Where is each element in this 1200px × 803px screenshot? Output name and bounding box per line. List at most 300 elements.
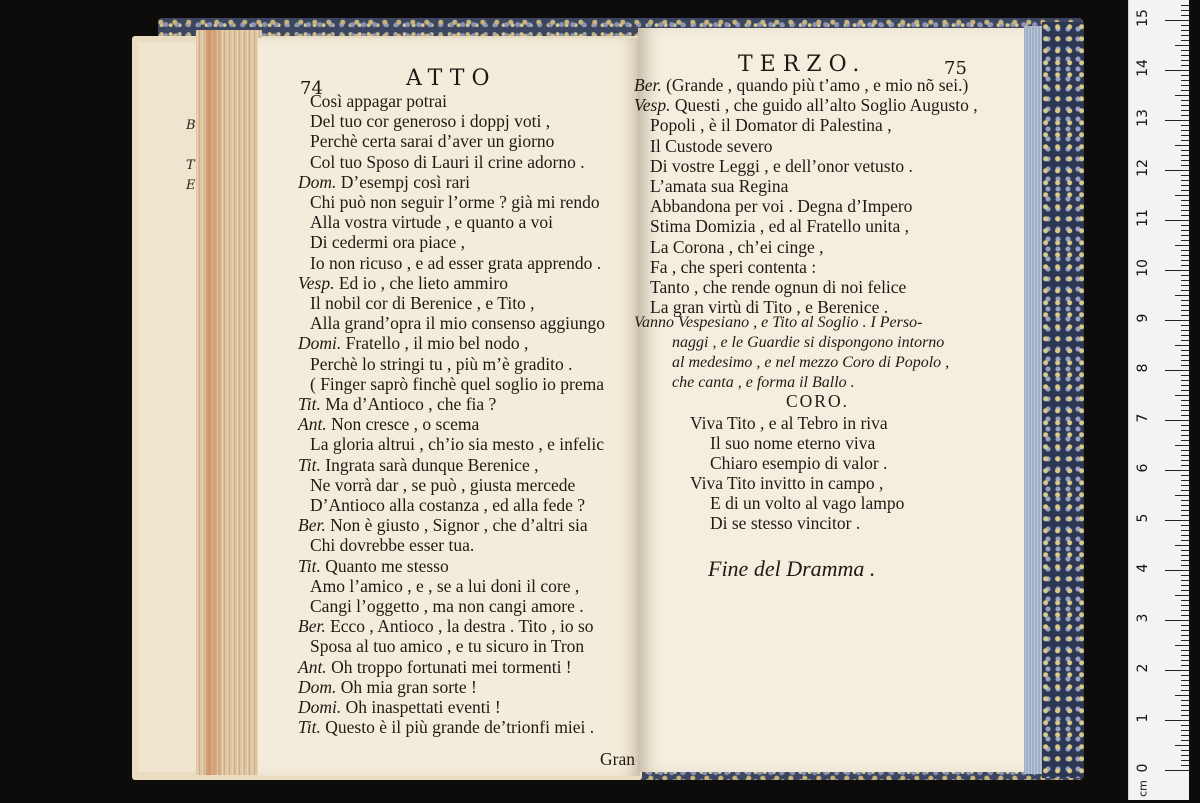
line-text: Chi dovrebbe esser tua. xyxy=(310,535,475,556)
ruler-tick xyxy=(1181,25,1189,26)
ruler-tick xyxy=(1181,430,1189,431)
ruler-tick xyxy=(1181,75,1189,76)
ruler-tick xyxy=(1165,670,1189,671)
line-text: Col tuo Sposo di Lauri il crine adorno . xyxy=(310,151,585,172)
line-text: Il Custode severo xyxy=(650,135,773,156)
line-text: L’amata sua Regina xyxy=(650,176,789,196)
ruler-tick xyxy=(1181,230,1189,231)
ruler-tick xyxy=(1181,490,1189,491)
ruler-tick xyxy=(1181,60,1189,61)
ruler-tick xyxy=(1181,30,1189,31)
chorus-line: Chiaro esempio di valor . xyxy=(710,453,888,473)
line-text: Quanto me stesso xyxy=(325,555,449,576)
chorus-line: Il suo nome eterno viva xyxy=(710,433,876,453)
ruler-tick xyxy=(1181,440,1189,441)
ruler-tick xyxy=(1181,660,1189,661)
line-text: Non è giusto , Signor , che d’altri sia xyxy=(330,515,588,536)
page-number: 74 xyxy=(300,78,323,99)
ruler-tick xyxy=(1175,595,1189,596)
ruler-tick xyxy=(1181,190,1189,191)
line-text: Fa , che speri contenta : xyxy=(650,256,817,277)
ruler-tick xyxy=(1181,330,1189,331)
verse-line xyxy=(298,173,470,191)
speaker-name: Dom. xyxy=(298,171,341,192)
ruler-tick xyxy=(1165,520,1189,521)
ruler-tick xyxy=(1181,290,1189,291)
right-page xyxy=(634,28,1026,772)
line-text: ( Finger saprò finchè quel soglio io prema xyxy=(310,373,605,394)
ruler-tick xyxy=(1181,550,1189,551)
verse-line xyxy=(298,274,508,292)
ruler-tick xyxy=(1181,210,1189,211)
ruler-number: 11 xyxy=(1135,209,1151,227)
ruler-tick xyxy=(1181,200,1189,201)
verse-line xyxy=(650,157,913,175)
line-text: Questo è il più grande de’trionfi miei . xyxy=(325,717,595,738)
verse-line xyxy=(310,476,575,494)
verse-line xyxy=(650,238,823,256)
ruler-tick xyxy=(1181,180,1189,181)
line-text: Io non ricuso , e ad esser grata apprendo . xyxy=(310,252,602,273)
ruler-tick xyxy=(1181,540,1189,541)
chorus-line: E di un volto al vago lampo xyxy=(710,493,905,513)
verse-line xyxy=(310,314,605,332)
verse-line xyxy=(310,92,447,110)
ruler-tick xyxy=(1175,145,1189,146)
ruler-tick xyxy=(1181,265,1189,266)
page-edges-right xyxy=(1024,26,1044,774)
ruler-tick xyxy=(1181,575,1189,576)
ruler-tick xyxy=(1181,700,1189,701)
ruler-tick xyxy=(1181,350,1189,351)
ruler-tick xyxy=(1181,750,1189,751)
ruler-number: 6 xyxy=(1135,463,1151,473)
ruler-tick xyxy=(1181,235,1189,236)
verse-line xyxy=(634,76,968,94)
ruler-tick xyxy=(1181,80,1189,81)
ruler-tick xyxy=(1181,460,1189,461)
ruler-tick xyxy=(1181,355,1189,356)
ruler-tick xyxy=(1181,40,1189,41)
ruler-tick xyxy=(1181,65,1189,66)
verse-line xyxy=(298,557,449,575)
stage-direction-line: al medesimo , e nel mezzo Coro di Popolo , xyxy=(672,354,950,371)
verse-line xyxy=(310,355,572,373)
book-cover-right xyxy=(1042,22,1084,778)
ruler-number: 4 xyxy=(1135,563,1151,573)
ruler-tick xyxy=(1181,105,1189,106)
underlying-fragment: B xyxy=(186,118,196,133)
ruler-number: 15 xyxy=(1135,9,1151,27)
chorus-line: Viva Tito invitto in campo , xyxy=(690,473,884,493)
line-text: Perchè lo stringi tu , più m’è gradito . xyxy=(310,353,573,374)
line-text: Alla grand’opra il mio consenso aggiungo xyxy=(310,313,606,334)
ruler-tick xyxy=(1181,455,1189,456)
line-text: (Grande , quando più t’amo , e mio nõ sei.) xyxy=(666,75,969,95)
verse-line xyxy=(310,496,585,514)
line-text: Del tuo cor generoso i doppj voti , xyxy=(310,111,551,132)
ruler-number: 7 xyxy=(1135,413,1151,423)
speaker-name: Vesp. xyxy=(634,95,675,116)
ruler-tick xyxy=(1181,205,1189,206)
verse-line xyxy=(310,375,604,393)
stage-direction-line: naggi , e le Guardie si dispongono intorno xyxy=(672,334,945,351)
line-text: Fratello , il mio bel nodo , xyxy=(345,333,529,354)
ruler-tick xyxy=(1181,110,1189,111)
ruler-tick xyxy=(1165,770,1189,771)
verse-line xyxy=(310,637,584,655)
ruler-tick xyxy=(1181,760,1189,761)
ruler-tick xyxy=(1181,215,1189,216)
ruler-tick xyxy=(1181,615,1189,616)
ruler-tick xyxy=(1165,370,1189,371)
ruler-tick xyxy=(1181,90,1189,91)
ruler-tick xyxy=(1181,710,1189,711)
chorus-heading: CORO. xyxy=(786,391,849,411)
ruler-tick xyxy=(1165,70,1189,71)
ruler-tick xyxy=(1181,610,1189,611)
ruler-tick xyxy=(1165,220,1189,221)
ruler-tick xyxy=(1181,410,1189,411)
ruler-tick xyxy=(1181,690,1189,691)
verse-line xyxy=(298,516,588,534)
ruler-tick xyxy=(1181,275,1189,276)
ruler-tick xyxy=(1181,305,1189,306)
ruler-tick xyxy=(1181,315,1189,316)
line-text: La gloria altrui , ch’io sia mesto , e infelic xyxy=(310,434,604,455)
ruler-tick xyxy=(1181,375,1189,376)
ruler-unit: cm xyxy=(1136,780,1150,797)
ruler-tick xyxy=(1181,325,1189,326)
ruler-tick xyxy=(1181,665,1189,666)
ruler-tick xyxy=(1181,175,1189,176)
verse-line xyxy=(310,132,554,150)
verse-line xyxy=(310,112,550,130)
verse-line xyxy=(298,617,594,635)
speaker-name: Tit. xyxy=(298,717,326,738)
ruler-tick xyxy=(1181,685,1189,686)
ruler-tick xyxy=(1181,300,1189,301)
line-text: Sposa al tuo amico , e tu sicuro in Tron xyxy=(310,636,585,657)
line-text: Chi può non seguir l’orme ? già mi rendo xyxy=(310,192,600,212)
ruler-tick xyxy=(1181,625,1189,626)
speaker-name: Vesp. xyxy=(298,272,339,293)
ruler-tick xyxy=(1181,765,1189,766)
ruler-tick xyxy=(1181,435,1189,436)
ruler-tick xyxy=(1181,425,1189,426)
ruler-tick xyxy=(1165,20,1189,21)
ruler-tick xyxy=(1181,580,1189,581)
ruler-tick xyxy=(1181,675,1189,676)
speaker-name: Domi. xyxy=(298,333,346,354)
verse-line xyxy=(650,278,906,296)
verse-line xyxy=(310,153,585,171)
ruler-tick xyxy=(1181,130,1189,131)
verse-line xyxy=(298,456,539,474)
ruler-tick xyxy=(1181,655,1189,656)
line-text: Stima Domizia , ed al Fratello unita , xyxy=(650,216,910,237)
ruler-tick xyxy=(1181,340,1189,341)
ruler-tick xyxy=(1165,420,1189,421)
line-text: D’esempj così rari xyxy=(340,171,471,192)
ruler-tick xyxy=(1181,135,1189,136)
speaker-name: Ant. xyxy=(298,656,332,677)
line-text: La gran virtù di Tito , e Berenice . xyxy=(650,297,889,318)
ruler-tick xyxy=(1181,485,1189,486)
line-text: Il nobil cor di Berenice , e Tito , xyxy=(310,293,535,313)
line-text: La Corona , ch’ei cinge , xyxy=(650,236,824,257)
line-text: Ecco , Antioco , la destra . Tito , io so xyxy=(330,616,594,637)
line-text: Ed io , che lieto ammiro xyxy=(338,272,508,293)
line-text: Cangi l’oggetto , ma non cangi amore . xyxy=(310,596,584,616)
line-text: Amo l’amico , e , se a lui doni il core , xyxy=(310,575,580,596)
speaker-name: Ber. xyxy=(298,616,331,637)
ruler-tick xyxy=(1181,555,1189,556)
ruler-tick xyxy=(1181,535,1189,536)
ruler-tick xyxy=(1181,280,1189,281)
line-text: Ma d’Antioco , che fia ? xyxy=(325,394,497,414)
line-text: Oh troppo fortunati mei tormenti ! xyxy=(331,656,572,677)
verse-line xyxy=(650,177,788,195)
ruler-tick xyxy=(1181,150,1189,151)
ruler-tick xyxy=(1181,400,1189,401)
verse-line xyxy=(298,658,572,676)
ruler-tick xyxy=(1181,390,1189,391)
underlying-fragment: E xyxy=(186,178,196,193)
speaker-name: Ber. xyxy=(634,75,667,95)
line-text: Questi , che guido all’alto Soglio Augusto , xyxy=(674,95,978,116)
ruler-number: 9 xyxy=(1135,313,1151,323)
ruler-tick xyxy=(1165,120,1189,121)
line-text: D’Antioco alla costanza , ed alla fede ? xyxy=(310,495,586,515)
ruler-tick xyxy=(1181,525,1189,526)
ruler-tick xyxy=(1181,85,1189,86)
ruler-number: 3 xyxy=(1135,613,1151,623)
left-page xyxy=(258,38,640,776)
line-text: Ne vorrà dar , se può , giusta mercede xyxy=(310,474,576,495)
ruler-tick xyxy=(1181,605,1189,606)
ruler-tick xyxy=(1181,680,1189,681)
line-text: Ingrata sarà dunque Berenice , xyxy=(325,454,539,475)
page-edges-left xyxy=(196,30,262,775)
ruler-tick xyxy=(1181,365,1189,366)
ruler-tick xyxy=(1175,695,1189,696)
verse-line xyxy=(310,193,600,211)
page-number: 75 xyxy=(944,58,967,79)
speaker-name: Tit. xyxy=(298,454,326,475)
ruler-tick xyxy=(1181,5,1189,6)
ruler-tick xyxy=(1165,320,1189,321)
ruler-tick xyxy=(1181,740,1189,741)
verse-line xyxy=(298,334,528,352)
ruler-number: 8 xyxy=(1135,363,1151,373)
ruler-tick xyxy=(1181,510,1189,511)
ruler-number: 14 xyxy=(1135,59,1151,77)
end-text: Fine del Dramma . xyxy=(708,556,876,581)
speaker-name: Domi. xyxy=(298,697,346,717)
ruler-tick xyxy=(1175,295,1189,296)
running-head: TERZO. xyxy=(738,52,867,77)
ruler-tick xyxy=(1181,590,1189,591)
line-text: Popoli , è il Domator di Palestina , xyxy=(650,115,892,136)
ruler-tick xyxy=(1175,545,1189,546)
ruler-tick xyxy=(1181,55,1189,56)
line-text: Abbandona per voi . Degna d’Impero xyxy=(650,196,913,217)
speaker-name: Dom. xyxy=(298,676,341,697)
ruler-tick xyxy=(1175,195,1189,196)
ruler-number: 10 xyxy=(1135,259,1151,277)
line-text: Di cedermi ora piace , xyxy=(310,232,465,253)
ruler-tick xyxy=(1181,310,1189,311)
ruler-tick xyxy=(1181,125,1189,126)
ruler-number: 2 xyxy=(1135,663,1151,673)
ruler-tick xyxy=(1181,140,1189,141)
ruler-tick xyxy=(1181,10,1189,11)
ruler-tick xyxy=(1175,745,1189,746)
verse-line xyxy=(298,678,477,696)
ruler-tick xyxy=(1181,285,1189,286)
verse-line xyxy=(650,116,892,134)
running-head: ATTO xyxy=(406,66,497,91)
verse-line xyxy=(298,698,501,716)
ruler-tick xyxy=(1181,335,1189,336)
verse-line xyxy=(310,577,579,595)
ruler-tick xyxy=(1181,505,1189,506)
speaker-name: Ant. xyxy=(298,414,332,435)
ruler-tick xyxy=(1181,465,1189,466)
verse-line xyxy=(650,258,816,276)
ruler-tick xyxy=(1181,640,1189,641)
ruler-tick xyxy=(1175,495,1189,496)
ruler-tick xyxy=(1181,480,1189,481)
catchword: Gran xyxy=(600,749,635,769)
verse-line xyxy=(650,217,909,235)
line-text: Di vostre Leggi , e dell’onor vetusto . xyxy=(650,155,913,176)
verse-line xyxy=(310,233,465,251)
ruler-tick xyxy=(1181,730,1189,731)
verse-line xyxy=(650,137,772,155)
ruler-tick xyxy=(1181,405,1189,406)
chorus-line: Viva Tito , e al Tebro in riva xyxy=(690,413,888,433)
ruler-tick xyxy=(1175,395,1189,396)
ruler-tick xyxy=(1181,475,1189,476)
ruler-tick xyxy=(1181,385,1189,386)
ruler-tick xyxy=(1175,445,1189,446)
ruler-tick xyxy=(1181,585,1189,586)
line-text: Tanto , che rende ognun di noi felice xyxy=(650,277,907,297)
ruler-tick xyxy=(1181,185,1189,186)
ruler-tick xyxy=(1181,600,1189,601)
verse-line xyxy=(650,197,912,215)
ruler-tick xyxy=(1181,155,1189,156)
ruler-tick xyxy=(1181,500,1189,501)
ruler-tick xyxy=(1175,95,1189,96)
ruler-tick xyxy=(1181,755,1189,756)
ruler-tick xyxy=(1165,570,1189,571)
verse-line xyxy=(298,415,479,433)
verse-line xyxy=(310,536,474,554)
ruler-tick xyxy=(1181,360,1189,361)
ruler-tick xyxy=(1181,380,1189,381)
verse-line xyxy=(298,718,594,736)
ruler-tick xyxy=(1181,630,1189,631)
ruler-number: 0 xyxy=(1135,763,1151,773)
ruler-tick xyxy=(1165,270,1189,271)
verse-line xyxy=(298,395,496,413)
speaker-name: Ber. xyxy=(298,515,331,536)
ruler-tick xyxy=(1175,345,1189,346)
verse-line xyxy=(310,435,604,453)
ruler-tick xyxy=(1181,50,1189,51)
ruler-tick xyxy=(1181,35,1189,36)
ruler-tick xyxy=(1181,255,1189,256)
ruler-tick xyxy=(1181,725,1189,726)
ruler-tick xyxy=(1181,415,1189,416)
underlying-page xyxy=(138,42,201,772)
ruler-tick xyxy=(1181,650,1189,651)
speaker-name: Tit. xyxy=(298,394,326,414)
verse-line xyxy=(310,597,584,615)
ruler-tick xyxy=(1181,705,1189,706)
line-text: Così appagar potrai xyxy=(310,91,448,111)
stage-direction-line: Vanno Vespesiano , e Tito al Soglio . I Perso- xyxy=(634,314,923,331)
ruler-tick xyxy=(1181,165,1189,166)
ruler-tick xyxy=(1181,635,1189,636)
ruler-tick xyxy=(1175,645,1189,646)
ruler-tick xyxy=(1181,715,1189,716)
ruler-tick xyxy=(1175,245,1189,246)
ruler-tick xyxy=(1181,15,1189,16)
ruler-number: 5 xyxy=(1135,513,1151,523)
ruler-tick xyxy=(1181,450,1189,451)
ruler-tick xyxy=(1181,560,1189,561)
ruler-tick xyxy=(1181,565,1189,566)
measuring-ruler xyxy=(1128,0,1189,800)
ruler-tick xyxy=(1181,225,1189,226)
verse-line xyxy=(310,294,535,312)
ruler-tick xyxy=(1165,170,1189,171)
chorus-line: Di se stesso vincitor . xyxy=(710,513,861,533)
ruler-number: 13 xyxy=(1135,109,1151,127)
line-text: Perchè certa sarai d’aver un giorno xyxy=(310,131,555,152)
ruler-tick xyxy=(1181,100,1189,101)
verse-line xyxy=(634,96,978,114)
ruler-tick xyxy=(1181,115,1189,116)
ruler-tick xyxy=(1165,470,1189,471)
verse-line xyxy=(310,254,601,272)
line-text: Non cresce , o scema xyxy=(331,414,480,435)
ruler-tick xyxy=(1181,735,1189,736)
ruler-tick xyxy=(1165,620,1189,621)
speaker-name: Tit. xyxy=(298,555,326,576)
ruler-tick xyxy=(1181,515,1189,516)
ruler-number: 12 xyxy=(1135,159,1151,177)
ruler-tick xyxy=(1181,250,1189,251)
line-text: Oh mia gran sorte ! xyxy=(340,676,477,697)
ruler-tick xyxy=(1165,720,1189,721)
verse-line xyxy=(310,213,553,231)
ruler-tick xyxy=(1181,240,1189,241)
ruler-tick xyxy=(1181,530,1189,531)
ruler-tick xyxy=(1181,260,1189,261)
line-text: Oh inaspettati eventi ! xyxy=(345,697,501,717)
ruler-number: 1 xyxy=(1135,713,1151,723)
line-text: Alla vostra virtude , e quanto a voi xyxy=(310,212,553,233)
stage-direction-line: che canta , e forma il Ballo . xyxy=(672,374,855,391)
ruler-tick xyxy=(1175,45,1189,46)
underlying-fragment: T xyxy=(186,158,195,173)
ruler-tick xyxy=(1181,160,1189,161)
